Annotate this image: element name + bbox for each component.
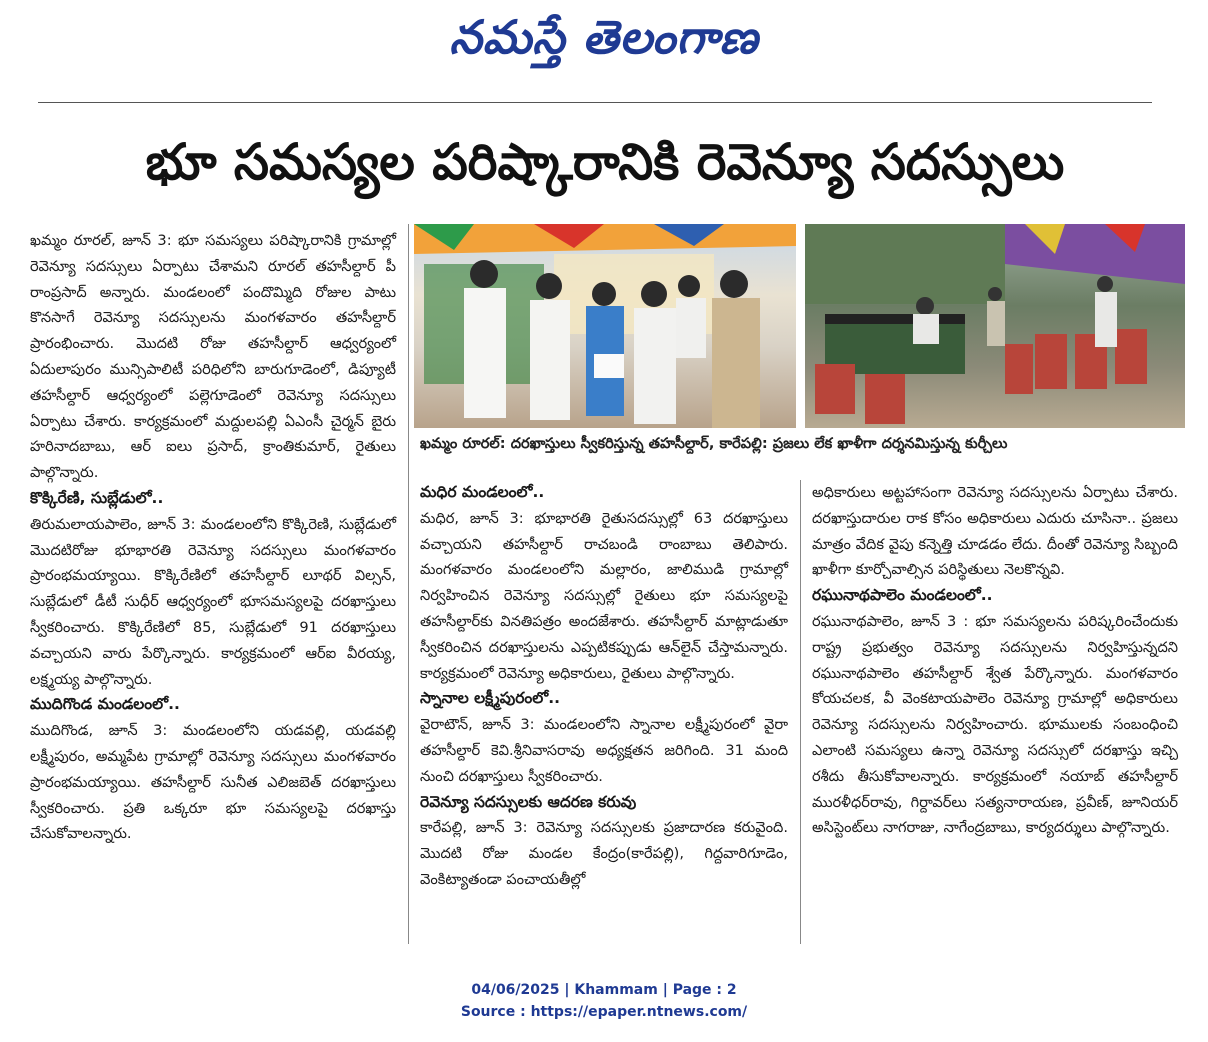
subheading-raghunathapalem: రఘునాథపాలెం మండలంలో..	[812, 586, 993, 605]
photo-caption: ఖమ్మం రూరల్: దరఖాస్తులు స్వీకరిస్తున్న తహసీల్దార్, కారేపల్లి: ప్రజలు లేక ఖాళీగా దర్శనమిస్తున్న కుర్చీలు	[420, 435, 1008, 452]
column-divider	[800, 480, 801, 944]
newspaper-masthead: నమస్తే తెలంగాణ	[449, 10, 759, 64]
subheading-mudigonda: ముదిగొండ మండలంలో..	[30, 695, 180, 714]
article-column-3	[812, 480, 1178, 841]
subheading-karepalli: రెవెన్యూ సదస్సులకు ఆదరణ కరువు	[420, 792, 637, 811]
footer-source: Source : https://epaper.ntnews.com/	[460, 1004, 748, 1020]
subheading-kokkireni: కొక్కిరేణి, సుబ్లేడులో..	[30, 488, 164, 507]
column-divider	[408, 224, 409, 944]
masthead-rule	[38, 102, 1152, 103]
paragraph-tirumalayapalem: తిరుమలాయపాలెం, జూన్ 3: మండలంలోని కొక్కిరెణి, సుబ్లేడులో మొదటిరోజు భూభారతి రెవెన్యూ సదస్సులు మంగళవారం ప్రారంభమయ్యాయి. కొక్కిరేణిలో తహసీల్దార్ లూథర్ విల్సన్, సుబ్లేడులో డీటీ సుధీర్ ఆధ్వర్యంలో భూసమస్యలపై దరఖాస్తులు స్వీకరించారు. కొక్కిరేణిలో 85, సుబ్లేడులో 91 దరఖాస్తులు వచ్చాయని వారు పేర్కొన్నారు. కార్యక్రమంలో ఆర్ఐ వీరయ్య, లక్ష్మయ్య పాల్గొన్నారు.	[30, 515, 396, 688]
photo-khammam-rural	[414, 224, 796, 428]
footer-date-edition: 04/06/2025 | Khammam | Page : 2	[471, 982, 737, 998]
paragraph-mudigonda: ముదిగొండ, జూన్ 3: మండలంలోని యడవల్లి, యడవల్లి లక్ష్మీపురం, అమ్మపేట గ్రామాల్లో రెవెన్యూ సదస్సులు మంగళవారం ప్రారంభమయ్యాయి. తహసీల్దార్ సునీత ఎలిజబెత్ దరఖాస్తులు స్వీకరించారు. ప్రతి ఒక్కరూ భూ సమస్యలపై దరఖాస్తు చేసుకోవాలన్నారు.	[30, 722, 396, 843]
article-headline: భూ సమస్యల పరిష్కారానికి రెవెన్యూ సదస్సులు	[145, 133, 1065, 191]
subheading-snanala-lakshmipuram: స్నానాల లక్ష్మీపురంలో..	[420, 689, 560, 708]
paragraph-madhira: మధిర, జూన్ 3: భూభారతి రైతుసదస్సుల్లో 63 దరఖాస్తులు వచ్చాయని తహసీల్దార్ రాచబండి రాంబాబు తెలిపారు. మంగళవారం మండలంలోని మల్లారం, జాలిముడి గ్రామాల్లో నిర్వహించిన రెవెన్యూ సదస్సుల్లో రైతులు భూ సమస్యలపై తహసీల్దార్‌కు వినతిపత్రం అందజేశారు. తహసీల్దార్ మాట్లాడుతూ స్వీకరించిన దరఖాస్తులను ఎప్పటికప్పుడు ఆన్‌లైన్ చేస్తామన్నారు. కార్యక్రమంలో రెవెన్యూ అధికారులు, రైతులు పాల్గొన్నారు.	[420, 509, 788, 682]
paragraph-karepalli-continued: అధికారులు అట్టహాసంగా రెవెన్యూ సదస్సులను ఏర్పాటు చేశారు. దరఖాస్తుదారుల రాక కోసం అధికారులు ఎదురు చూసినా.. ప్రజలు మాత్రం వేదిక వైపు కన్నెత్తి చూడడం లేదు. దీంతో రెవెన్యూ సిబ్బంది ఖాళీగా కూర్చోవాల్సిన పరిస్థితులు నెలకొన్నవి.	[812, 484, 1178, 579]
article-column-1	[30, 228, 396, 847]
subheading-madhira: మధిర మండలంలో..	[420, 483, 545, 501]
paragraph-wyra: వైరాటౌన్, జూన్ 3: మండలంలోని స్నానాల లక్ష్మీపురంలో వైరా తహసీల్దార్ కెవి.శ్రీనివాసరావు అధ్యక్షతన జరిగింది. 31 మంది నుంచి దరఖాస్తులు స్వీకరించారు.	[420, 716, 788, 785]
paragraph-khammam-rural: ఖమ్మం రూరల్, జూన్ 3: భూ సమస్యలు పరిష్కారానికి గ్రామాల్లో రెవెన్యూ సదస్సులు ఏర్పాటు చేశామని రూరల్ తహసీల్దార్ పీ రాంప్రసాద్ అన్నారు. మండలంలో పందొమ్మిది రోజుల పాటు కొనసాగే రెవెన్యూ సదస్సులను మంగళవారం తహసీల్దార్ ప్రారంభించారు. మొదటి రోజు తహసీల్దార్ ఆధ్వర్యంలో ఏదులాపురం మున్సిపాలిటీ పరిధిలోని బారుగూడెంలో, డిప్యూటీ తహసీల్దార్ ఆధ్వర్యంలో పల్లెగూడెంలో రెవెన్యూ సదస్సులు ఏర్పాటు చేశారు. కార్యక్రమంలో మద్దులపల్లి ఏఎంసీ చైర్మన్ బైరు హరినాదబాబు, ఆర్ ఐలు ప్రసాద్, క్రాంతికుమార్, రైతులు పాల్గొన్నారు.	[30, 232, 396, 482]
paragraph-karepalli: కారేపల్లి, జూన్ 3: రెవెన్యూ సదస్సులకు ప్రజాదారణ కరువైంది. మొదటి రోజు మండల కేంద్రం(కారేపల్లి), గిద్దవారిగూడెం, వెంకిట్యాతండా పంచాయతీల్లో	[420, 819, 788, 888]
paragraph-raghunathapalem: రఘునాథపాలెం, జూన్ 3 : భూ సమస్యలను పరిష్కరించేందుకు రాష్ట్ర ప్రభుత్వం రెవెన్యూ సదస్సులను నిర్వహిస్తున్నదని రఘునాథపాలెం తహసీల్దార్ శ్వేత పేర్కొన్నారు. మంగళవారం కోయచలక, వీ వెంకటాయపాలెం రెవెన్యూ గ్రామాల్లో అధికారులు రెవెన్యూ సదస్సులను నిర్వహించారు. భూములకు సంబంధించి ఎలాంటి సమస్యలు ఉన్నా రెవెన్యూ సదస్సులో దరఖాస్తు ఇచ్చి రశీదు తీసుకోవాలన్నారు. కార్యక్రమంలో నయాబ్ తహసీల్దార్ మురళీధర్‌రావు, గిర్దావర్‌లు సత్యనారాయణ, ప్రవీణ్, జూనియర్ అసిస్టెంట్‌లు నాగరాజు, నాగేంద్రబాబు, కార్యదర్శులు పాల్గొన్నారు.	[812, 612, 1178, 837]
photo-karepalli-empty-chairs	[805, 224, 1185, 428]
article-column-2	[420, 480, 788, 893]
